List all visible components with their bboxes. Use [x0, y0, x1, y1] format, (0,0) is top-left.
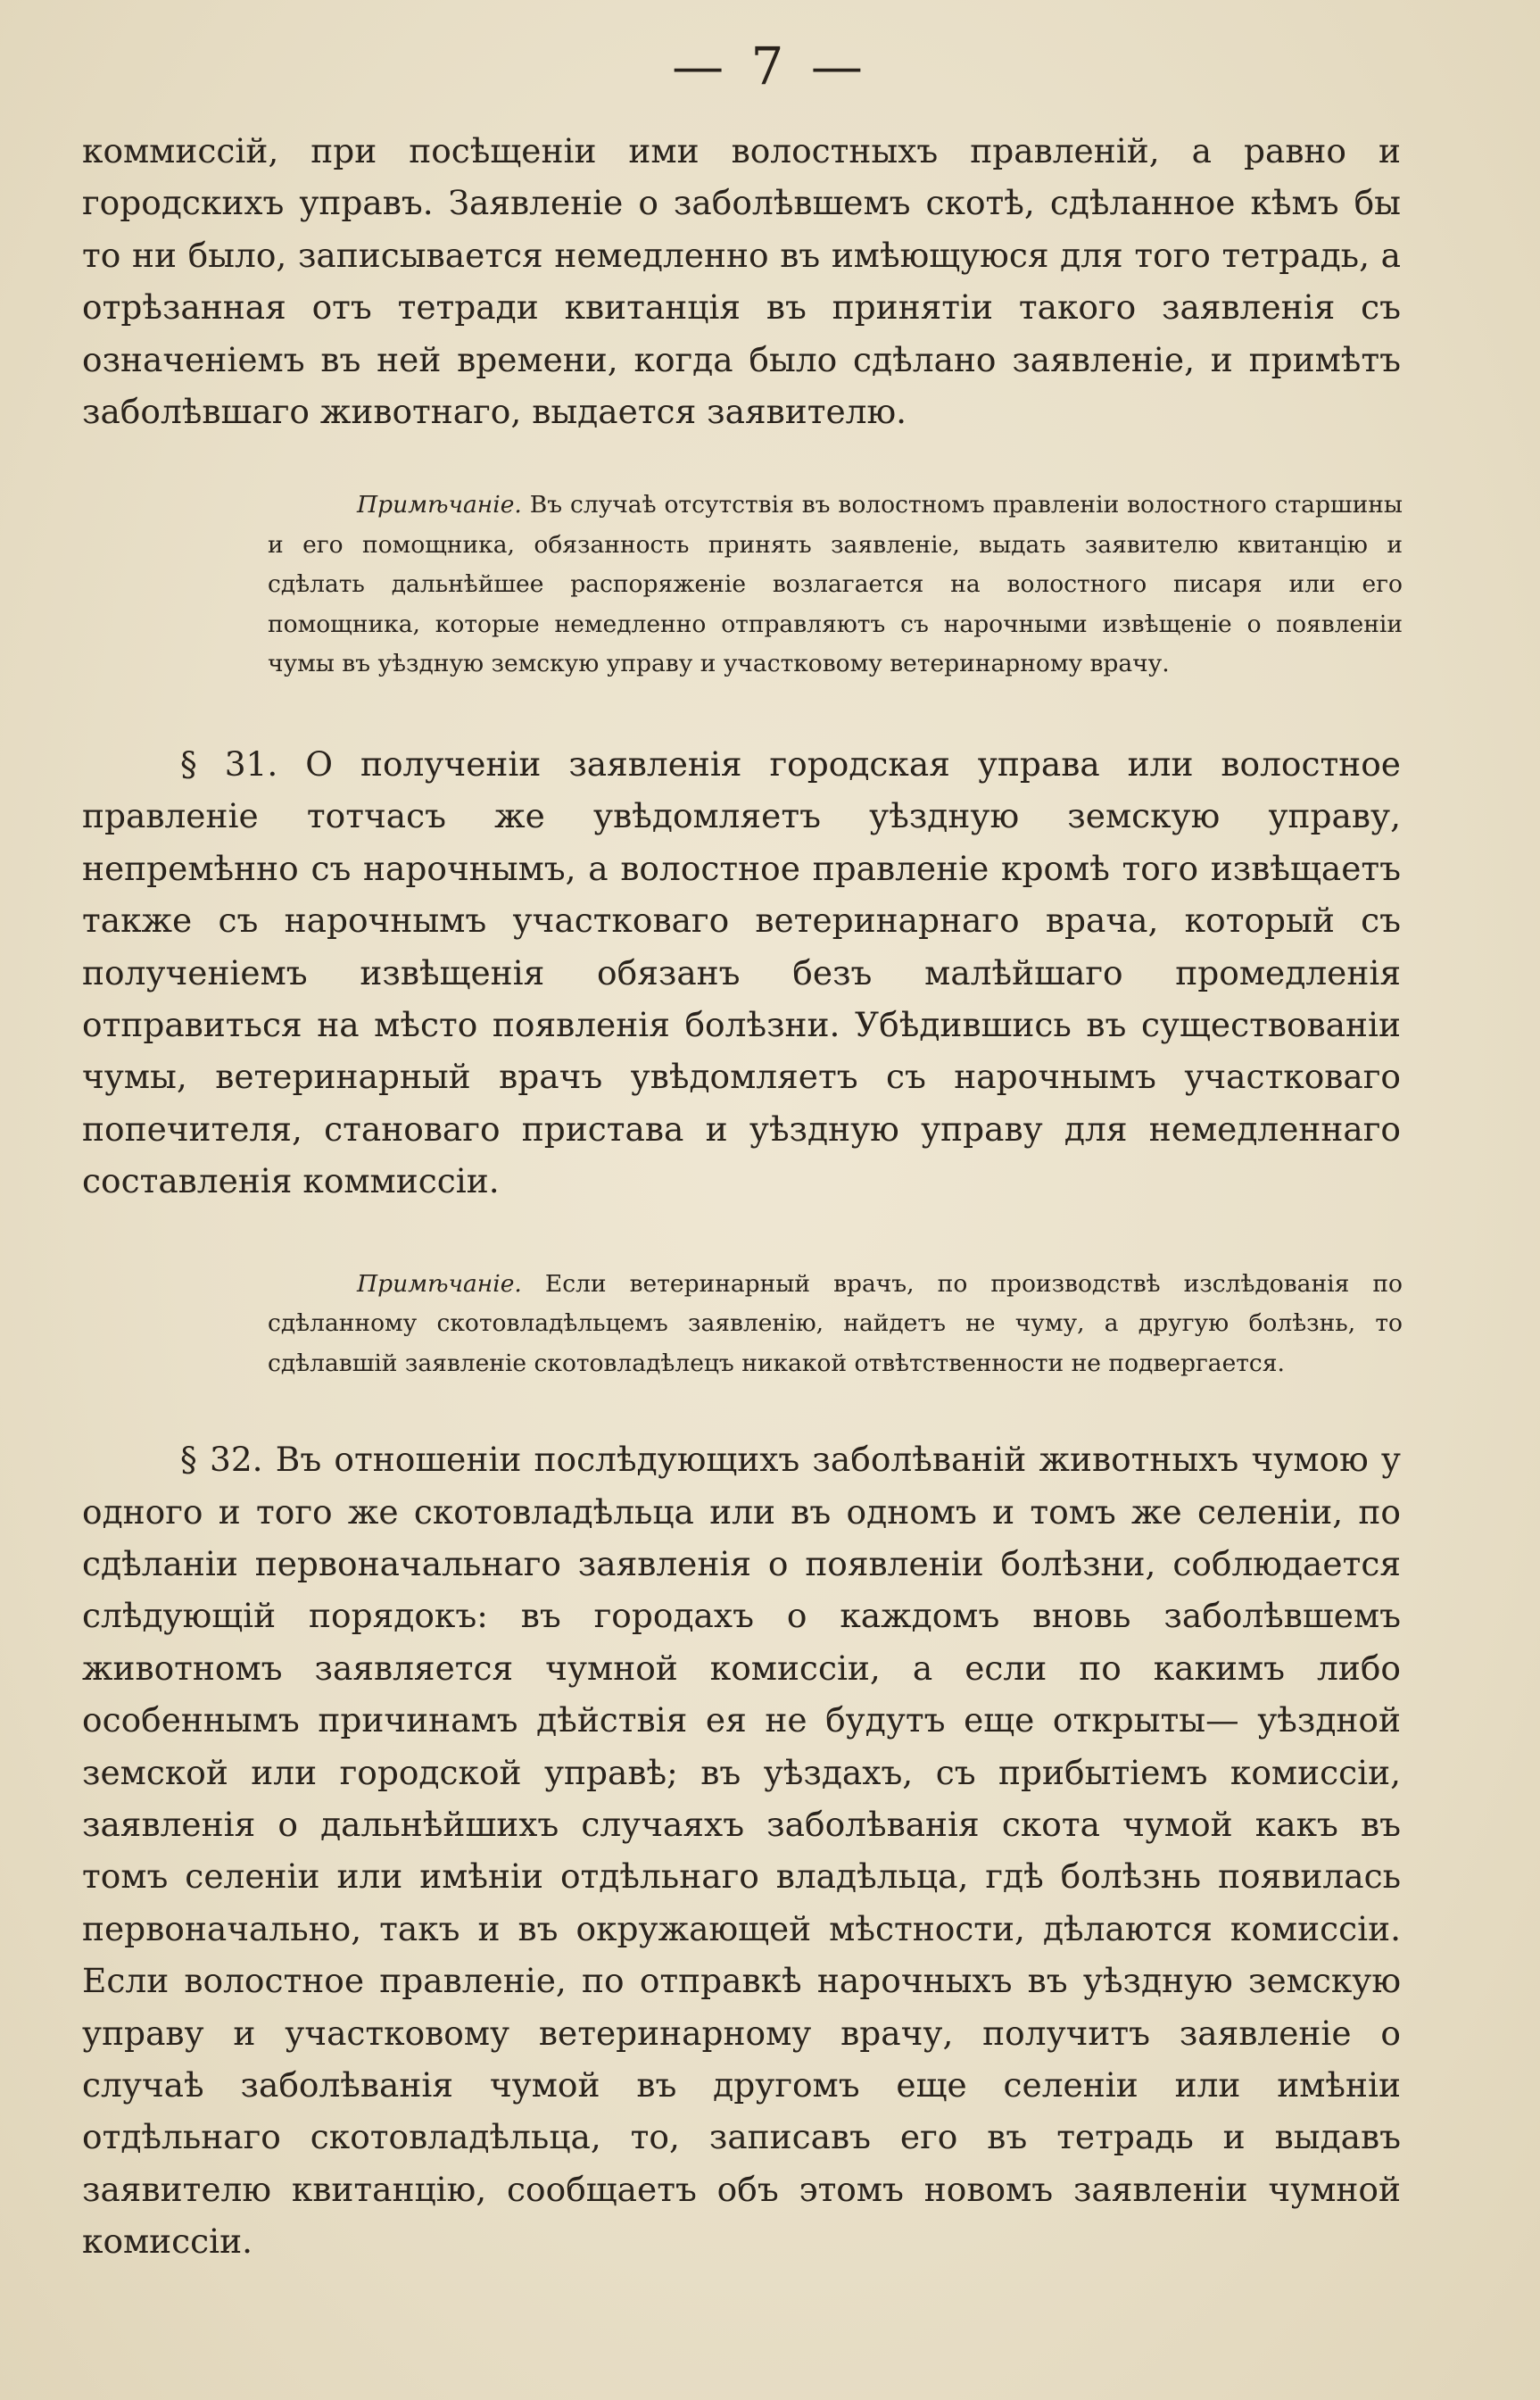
- note-text-2: Если ветеринарный врачъ, по производствѣ изслѣдованія по сдѣланному скотовладѣльцемъ заявленію, найдетъ не чуму, а другую болѣзнь, то сдѣлавшій заявленіе скотовладѣлецъ никакой отвѣтственности не подвергается.: [268, 1269, 1403, 1377]
- note-text: Въ случаѣ отсутствія въ волостномъ правленіи волостного старшины и его помощника, обязанность принять заявленіе, выдать заявителю квитанцію и сдѣлать дальнѣйшее распоряженіе возлагается на волостного писаря или его помощника, которые немедленно отправляютъ съ нарочными извѣщеніе о появленіи чумы въ уѣздную земскую управу и участковому ветеринарному врачу.: [268, 491, 1403, 678]
- note-label-2: Примѣчаніе.: [357, 1269, 522, 1298]
- page-number: — 7 —: [672, 36, 868, 96]
- section-32-paragraph: § 32. Въ отношеніи послѣдующихъ заболѣваній животныхъ чумою у одного и того же скотовладѣльца или въ одномъ и томъ же селеніи, по сдѣланіи первоначальнаго заявленія о появленіи болѣзни, соблюдается слѣдующій порядокъ: въ городахъ о каждомъ вновь заболѣвшемъ животномъ заявляется чумной комиссіи, а если по какимъ либо особеннымъ причинамъ дѣйствія ея не будутъ еще открыты— уѣздной земской или городской управѣ; въ уѣздахъ, съ прибытіемъ комиссіи, заявленія о дальнѣйшихъ случаяхъ заболѣванія скота чумой какъ въ томъ селеніи или имѣніи отдѣльнаго владѣльца, гдѣ болѣзнь появилась первоначально, такъ и въ окружающей мѣстности, дѣлаются комиссіи. Если волостное правленіе, по отправкѣ нарочныхъ въ уѣздную земскую управу и участковому ветеринарному врачу, получитъ заявленіе о случаѣ заболѣванія чумой въ другомъ еще селеніи или имѣніи отдѣльнаго скотовладѣльца, то, записавъ его въ тетрадь и выдавъ заявителю квитанцію, сообщаетъ объ этомъ новомъ заявленіи чумной комиссіи.: [82, 1440, 1401, 2262]
- note-paragraph-2: [268, 1265, 1403, 1384]
- note-label: Примѣчаніе.: [357, 491, 522, 519]
- note-paragraph: [268, 486, 1403, 685]
- paragraph-continuation: коммиссій, при посѣщеніи ими волостныхъ правленій, а равно и городскихъ управъ. Заявленіе о заболѣвшемъ скотѣ, сдѣланное кѣмъ бы то ни было, записывается немедленно въ имѣющуюся для того тетрадь, а отрѣзанная отъ тетради квитанція въ принятіи такого заявленія съ означеніемъ въ ней времени, когда было сдѣлано заявленіе, и примѣтъ заболѣвшаго животнаго, выдается заявителю.: [82, 131, 1401, 432]
- section-31-paragraph: § 31. О полученіи заявленія городская управа или волостное правленіе тотчасъ же увѣдомляетъ уѣздную земскую управу, непремѣнно съ нарочнымъ, а волостное правленіе кромѣ того извѣщаетъ также съ нарочнымъ участковаго ветеринарнаго врача, который съ полученіемъ извѣщенія обязанъ безъ малѣйшаго промедленія отправиться на мѣсто появленія болѣзни. Убѣдившись въ существованіи чумы, ветеринарный врачъ увѣдомляетъ съ нарочнымъ участковаго попечителя, становаго пристава и уѣздную управу для немедленнаго составленія коммиссіи.: [82, 743, 1401, 1201]
- document-body: [82, 125, 1401, 2268]
